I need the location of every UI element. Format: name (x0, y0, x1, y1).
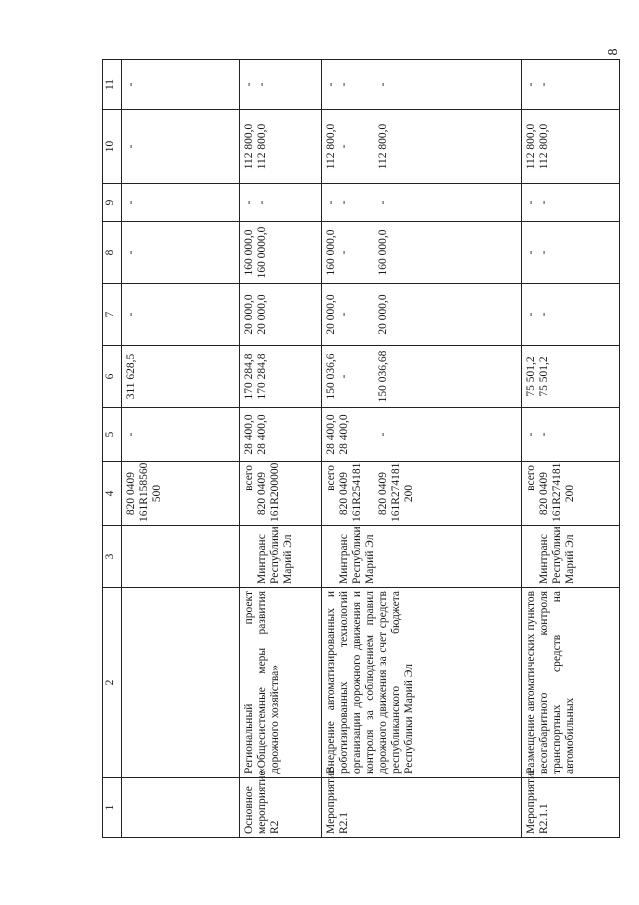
row-description (122, 588, 240, 778)
row-responsible (122, 526, 240, 588)
col-header-6: 6 (103, 346, 122, 408)
table-row (240, 60, 322, 838)
value-cell: - (122, 408, 240, 462)
row-responsible (322, 526, 522, 588)
col-header-3: 3 (103, 526, 122, 588)
row-responsible (522, 526, 620, 588)
col-header-11: 11 (103, 60, 122, 110)
row-name: Основное мероприятие R2 (240, 778, 322, 838)
value-cell: - - - (322, 184, 522, 222)
col-header-2: 2 (103, 588, 122, 778)
code-line: 820 0409 (256, 471, 268, 516)
table-row (122, 60, 240, 838)
value-cell: 112 800,0 112 800,0 (240, 110, 322, 184)
row-description: Внедрение автоматизированных и роботизированных технологий организации дорожного движения и контроля за соблюдением правил дорожного движения за счет средств республиканского бюджета Республики Марий Эл (322, 588, 522, 778)
row-description: Размещение автоматических пунктов весогабаритного контроля транспортных средств на автомобильных (522, 588, 620, 778)
code-line: 161R158560 (138, 462, 150, 522)
col-header-5: 5 (103, 408, 122, 462)
value-cell: 160 000,0 - 160 000,0 (322, 222, 522, 284)
value-cell: 20 000,0 - 20 000,0 (322, 284, 522, 346)
code-line: всего (525, 465, 537, 491)
budget-code (122, 462, 240, 526)
table-row (522, 60, 620, 838)
col-header-8: 8 (103, 222, 122, 284)
budget-code (322, 462, 522, 526)
col-header-4: 4 (103, 462, 122, 526)
value-cell: 170 284,8 170 284,8 (240, 346, 322, 408)
value-cell: - - - (322, 60, 522, 110)
value-cell: - - (522, 408, 620, 462)
budget-code (240, 462, 322, 526)
value-cell: 150 036,6 - 150 036,68 (322, 346, 522, 408)
code-line: 820 0409 (377, 471, 389, 516)
value-cell: 20 000,0 20 000,0 (240, 284, 322, 346)
code-line: 820 0409 (538, 471, 550, 516)
code-line: 200 (564, 484, 576, 503)
code-line: 161R274181 (551, 462, 563, 522)
value-cell: - - (522, 184, 620, 222)
value-cell: - - (522, 284, 620, 346)
col-header-1: 1 (103, 778, 122, 838)
code-line: 820 0409 (125, 471, 137, 516)
col-header-10: 10 (103, 110, 122, 184)
value-cell: - - (522, 222, 620, 284)
code-line: 161R200000 (269, 462, 281, 522)
row-name: Мероприятие R2.1 (322, 778, 522, 838)
row-responsible (240, 526, 322, 588)
code-line: 500 (151, 484, 163, 503)
value-cell: - (122, 110, 240, 184)
value-cell: 28 400,0 28 400,0 (240, 408, 322, 462)
col-header-9: 9 (103, 184, 122, 222)
code-line: 820 0409 (338, 471, 350, 516)
responsible-line: Минтранс Республики Марий Эл (538, 526, 576, 584)
rotated-table-container (102, 60, 639, 838)
row-name: Мероприятие R2.1.1 (522, 778, 620, 838)
value-cell: - - (240, 60, 322, 110)
code-line: 200 (403, 484, 415, 503)
value-cell: 112 800,0 112 800,0 (522, 110, 620, 184)
row-name (122, 778, 240, 838)
budget-table (102, 59, 620, 838)
responsible-line: Минтранс Республики Марий Эл (256, 526, 294, 584)
value-cell: - (122, 222, 240, 284)
table-header-row (103, 60, 122, 838)
value-cell: - - (240, 184, 322, 222)
responsible-line: Минтранс Республики Марий Эл (338, 526, 376, 584)
value-cell: 28 400,0 28 400,0 - (322, 408, 522, 462)
col-header-7: 7 (103, 284, 122, 346)
value-cell: 311 628,5 (122, 346, 240, 408)
table-row (322, 60, 522, 838)
value-cell: - (122, 184, 240, 222)
value-cell: 75 501,2 75 501,2 (522, 346, 620, 408)
code-line: 161R254181 (351, 462, 363, 522)
code-line: 161R274181 (390, 462, 402, 522)
code-line: всего (325, 465, 337, 491)
row-description: Региональный проект «Общесистемные меры развития дорожного хозяйства» (240, 588, 322, 778)
value-cell: - (122, 60, 240, 110)
code-line: всего (243, 465, 255, 491)
value-cell: - - (522, 60, 620, 110)
budget-code (522, 462, 620, 526)
page-number: 8 (606, 48, 621, 56)
value-cell: 160 000,0 160 0000,0 (240, 222, 322, 284)
value-cell: 112 800,0 - 112 800,0 (322, 110, 522, 184)
value-cell: - (122, 284, 240, 346)
